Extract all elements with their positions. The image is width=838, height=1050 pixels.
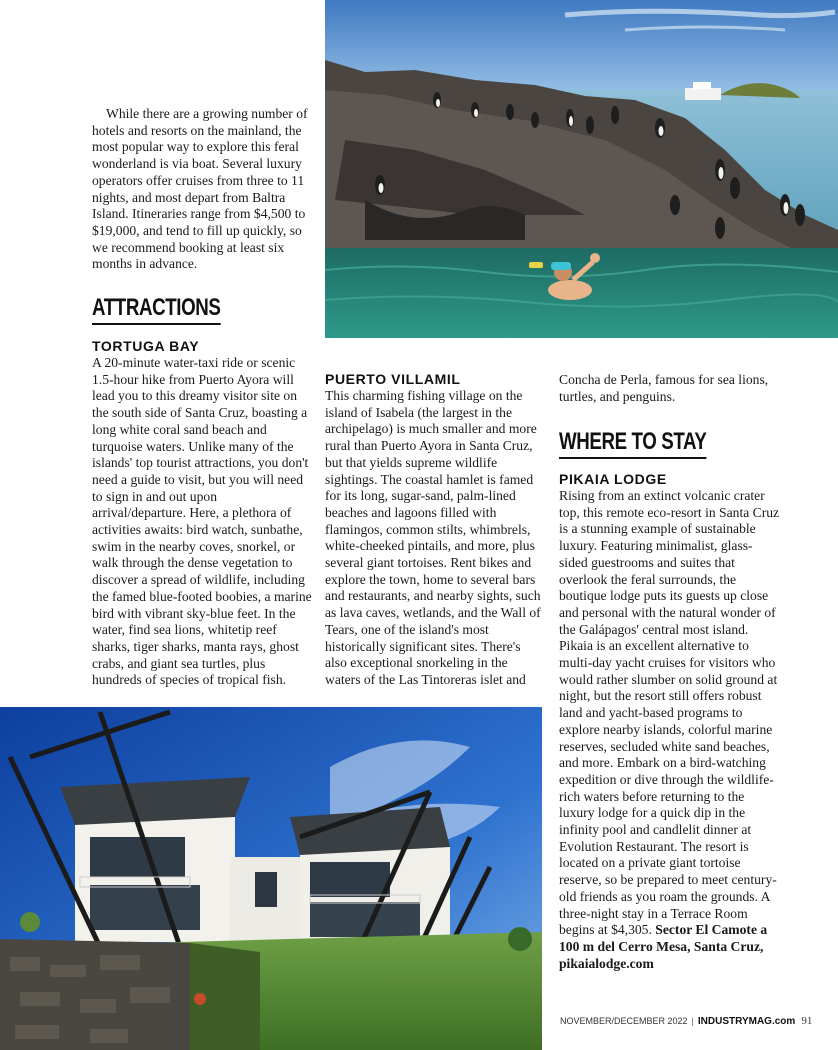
photo-pikaia-lodge (0, 707, 542, 1050)
where-to-stay-heading: WHERE TO STAY (559, 428, 706, 459)
page-folio (560, 1015, 813, 1027)
puerto-villamil-heading: PUERTO VILLAMIL (325, 371, 461, 387)
puerto-villamil-body: This charming fishing village on the island of Isabela (the largest in the archipelago) is much smaller and more rural than Puerto Ayora in Santa Cruz, but that yields supreme wildlife sightings. The coastal hamlet is famed for its long, sugar-sand, palm-lined beaches and lagoons filled with flamingos, common stilts, whimbrels, white-cheeked pintails, and more, plus several giant tortoises. Rent bikes and explore the town, home to several bars and restaurants, and nearby sights, such as lava caves, wetlands, and the Wall of Tears, one of the island's most historically significant sites. There's also exceptional snorkeling in the waters of the Las Tintoreras islet and (325, 388, 541, 687)
tortuga-bay-heading: TORTUGA BAY (92, 338, 200, 354)
intro-paragraph: While there are a growing number of hotels and resorts on the mainland, the most popular way to explore this feral wonderland is via boat. Several luxury operators offer cruises from three to 11 nights, and most depart from Baltra Island. Itineraries range from $4,500 to $19,000, and tend to fill up quickly, so we recommend booking at least six months in advance. (92, 106, 308, 272)
puerto-villamil-continuation-text: Concha de Perla, famous for sea lions, turtles, and penguins. (559, 372, 769, 404)
page-number: 91 (801, 1015, 813, 1027)
pikaia-lodge-text: Rising from an extinct volcanic crater top, this remote eco-resort in Santa Cruz is a stunning example of sustainable luxury. Featuring minimalist, glass-sided guestrooms and suites that overlook the feral surrounds, the boutique lodge puts its guests up close and personal with the natural wonder of the Galápagos' central most island. Pikaia is an excellent alternative to multi-day yacht cruises for visitors who would rather slumber on solid ground at night, but the resort still offers robust land and yacht-based programs to explore nearby islands, colorful marine reserves, secluded white sand beaches, and more. Embark on a bird-watching expedition or dive through the wildlife-rich waters before returning to the luxury lodge for a quick dip in the infinity pool and candlelit dinner at Evolution Restaurant. The resort is located on a private giant tortoise reserve, so be prepared to meet century-old friends as you roam the grounds. A three-night stay in a Terrace Room begins at $4,305. (559, 488, 780, 938)
pikaia-lodge-body (559, 488, 781, 972)
magazine-name: INDUSTRYMAG.com (697, 1016, 796, 1027)
folio-separator: | (691, 1016, 694, 1026)
pikaia-lodge-address: Sector El Camote a 100 m del Cerro Mesa, Santa Cruz, pikaialodge.com (559, 922, 768, 971)
pikaia-lodge-section (559, 471, 781, 972)
pikaia-lodge-building-image (0, 707, 542, 1050)
attractions-heading: ATTRACTIONS (92, 294, 220, 325)
puerto-villamil-section (325, 371, 545, 689)
penguins-lava-rock-image (325, 0, 838, 338)
photo-penguins-snorkelers (325, 0, 838, 338)
issue-date: NOVEMBER/DECEMBER 2022 (560, 1016, 688, 1026)
tortuga-bay-body: A 20-minute water-taxi ride or scenic 1.5-hour hike from Puerto Ayora will lead you to this dreamy visitor site on the south side of Santa Cruz, boasting a long white coral sand beach and turquoise waters. Unlike many of the islands' top tourist attractions, you don't need a guide to visit, but you will need to sign in and out upon arrival/departure. Here, a plethora of activities awaits: bird watch, sunbathe, swim in the nearby coves, snorkel, or walk through the dense vegetation to discover a spread of wildlife, including the famed blue-footed boobies, a marine bird with vibrant sky-blue feet. In the water, find sea lions, whitetip reef sharks, tiger sharks, manta rays, ghost crabs, and giant sea turtles, plus hundreds of species of tropical fish. (92, 355, 312, 688)
tortuga-bay-section (92, 338, 312, 689)
intro-paragraph-block (92, 106, 310, 273)
pikaia-lodge-heading: PIKAIA LODGE (559, 471, 667, 487)
puerto-villamil-continuation (559, 372, 791, 405)
